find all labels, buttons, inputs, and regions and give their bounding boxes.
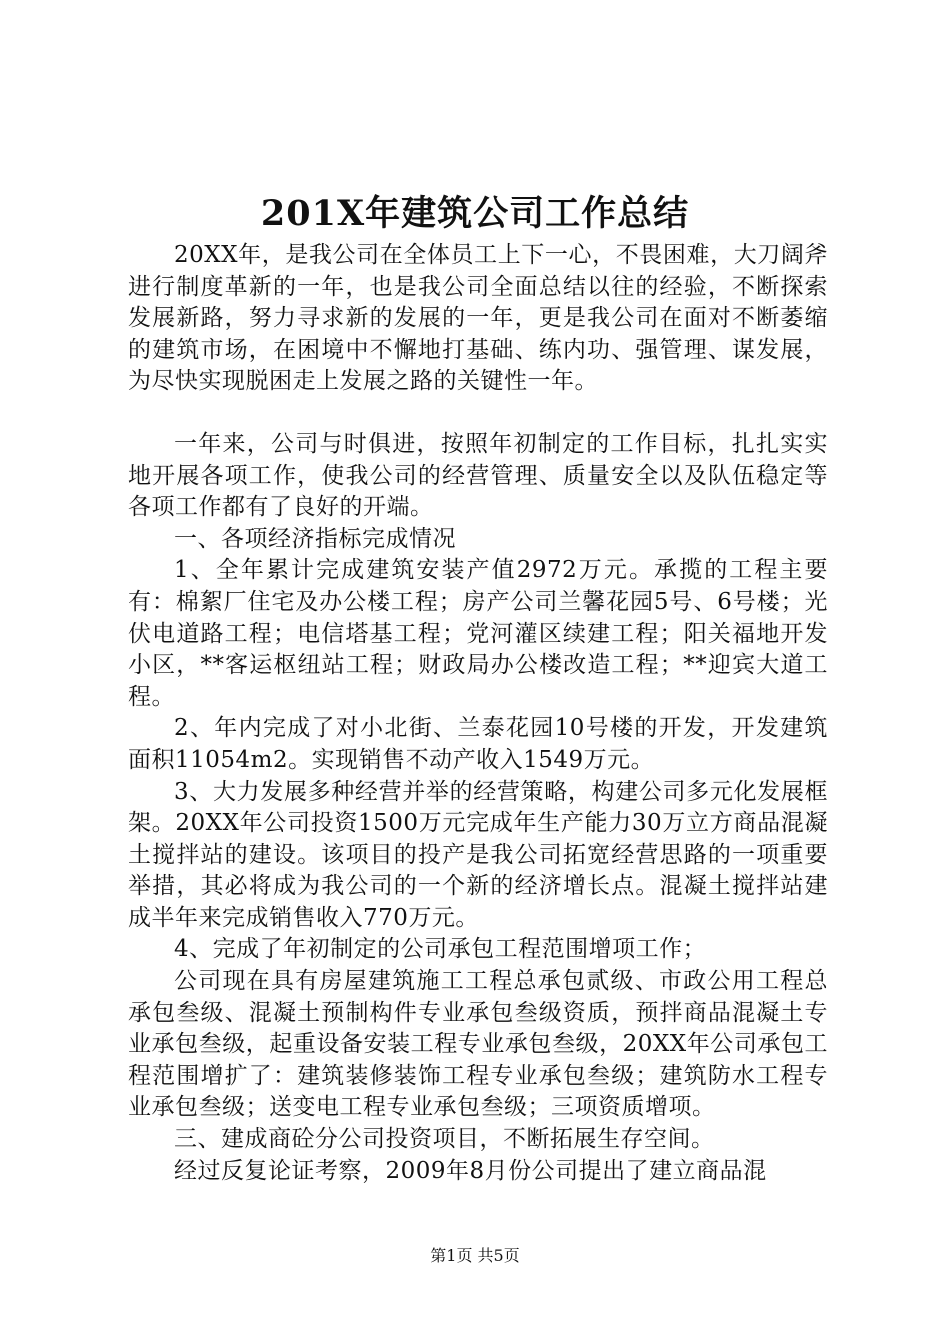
section-heading-1: 一、各项经济指标完成情况 [174,525,456,552]
paragraph-overview: 一年来，公司与时俱进，按照年初制定的工作目标，扎扎实实地开展各项工作，使我公司的经营管理、质量安全以及队伍稳定等各项工作都有了良好的开端。 [128,430,828,521]
paragraph-concrete-project: 经过反复论证考察，2009年8月份公司提出了建立商品混 [174,1157,767,1184]
paragraph-item-2: 2、年内完成了对小北街、兰泰花园10号楼的开发，开发建筑面积11054m2。实现销售不动产收入1549万元。 [128,715,828,773]
paragraph-spacer [128,398,828,429]
paragraph-item-3: 3、大力发展多种经营并举的经营策略，构建公司多元化发展框架。20XX年公司投资1500万元完成年生产能力30万立方商品混凝土搅拌站的建设。该项目的投产是我公司拓宽经营思路的一项重要举措，其必将成为我公司的一个新的经济增长点。混凝土搅拌站建成半年来完成销售收入770万元。 [128,778,828,931]
document-title: 201X年建筑公司工作总结 [260,193,690,234]
document-body [128,240,828,1187]
paragraph-item-1: 1、全年累计完成建筑安装产值2972万元。承揽的工程主要有：棉絮厂住宅及办公楼工程；房产公司兰馨花园5号、6号楼；光伏电道路工程；电信塔基工程；党河灌区续建工程；阳关福地开发小区，**客运枢纽站工程；财政局办公楼改造工程；**迎宾大道工程。 [128,557,828,710]
section-heading-3: 三、建成商砼分公司投资项目，不断拓展生存空间。 [174,1126,715,1153]
paragraph-intro: 20XX年，是我公司在全体员工上下一心，不畏困难，大刀阔斧进行制度革新的一年，也是我公司全面总结以往的经验，不断探索发展新路，努力寻求新的发展的一年，更是我公司在面对不断萎缩的建筑市场，在困境中不懈地打基础、练内功、强管理、谋发展，为尽快实现脱困走上发展之路的关键性一年。 [128,242,828,395]
paragraph-qualifications: 公司现在具有房屋建筑施工工程总承包贰级、市政公用工程总承包叁级、混凝土预制构件专业承包叁级资质，预拌商品混凝土专业承包叁级，起重设备安装工程专业承包叁级，20XX年公司承包工程范围增扩了：建筑装修装饰工程专业承包叁级；建筑防水工程专业承包叁级；送变电工程专业承包叁级；三项资质增项。 [128,968,828,1121]
page-footer: 第1页 共5页 [430,1246,520,1265]
paragraph-item-4: 4、完成了年初制定的公司承包工程范围增项工作； [174,936,707,963]
